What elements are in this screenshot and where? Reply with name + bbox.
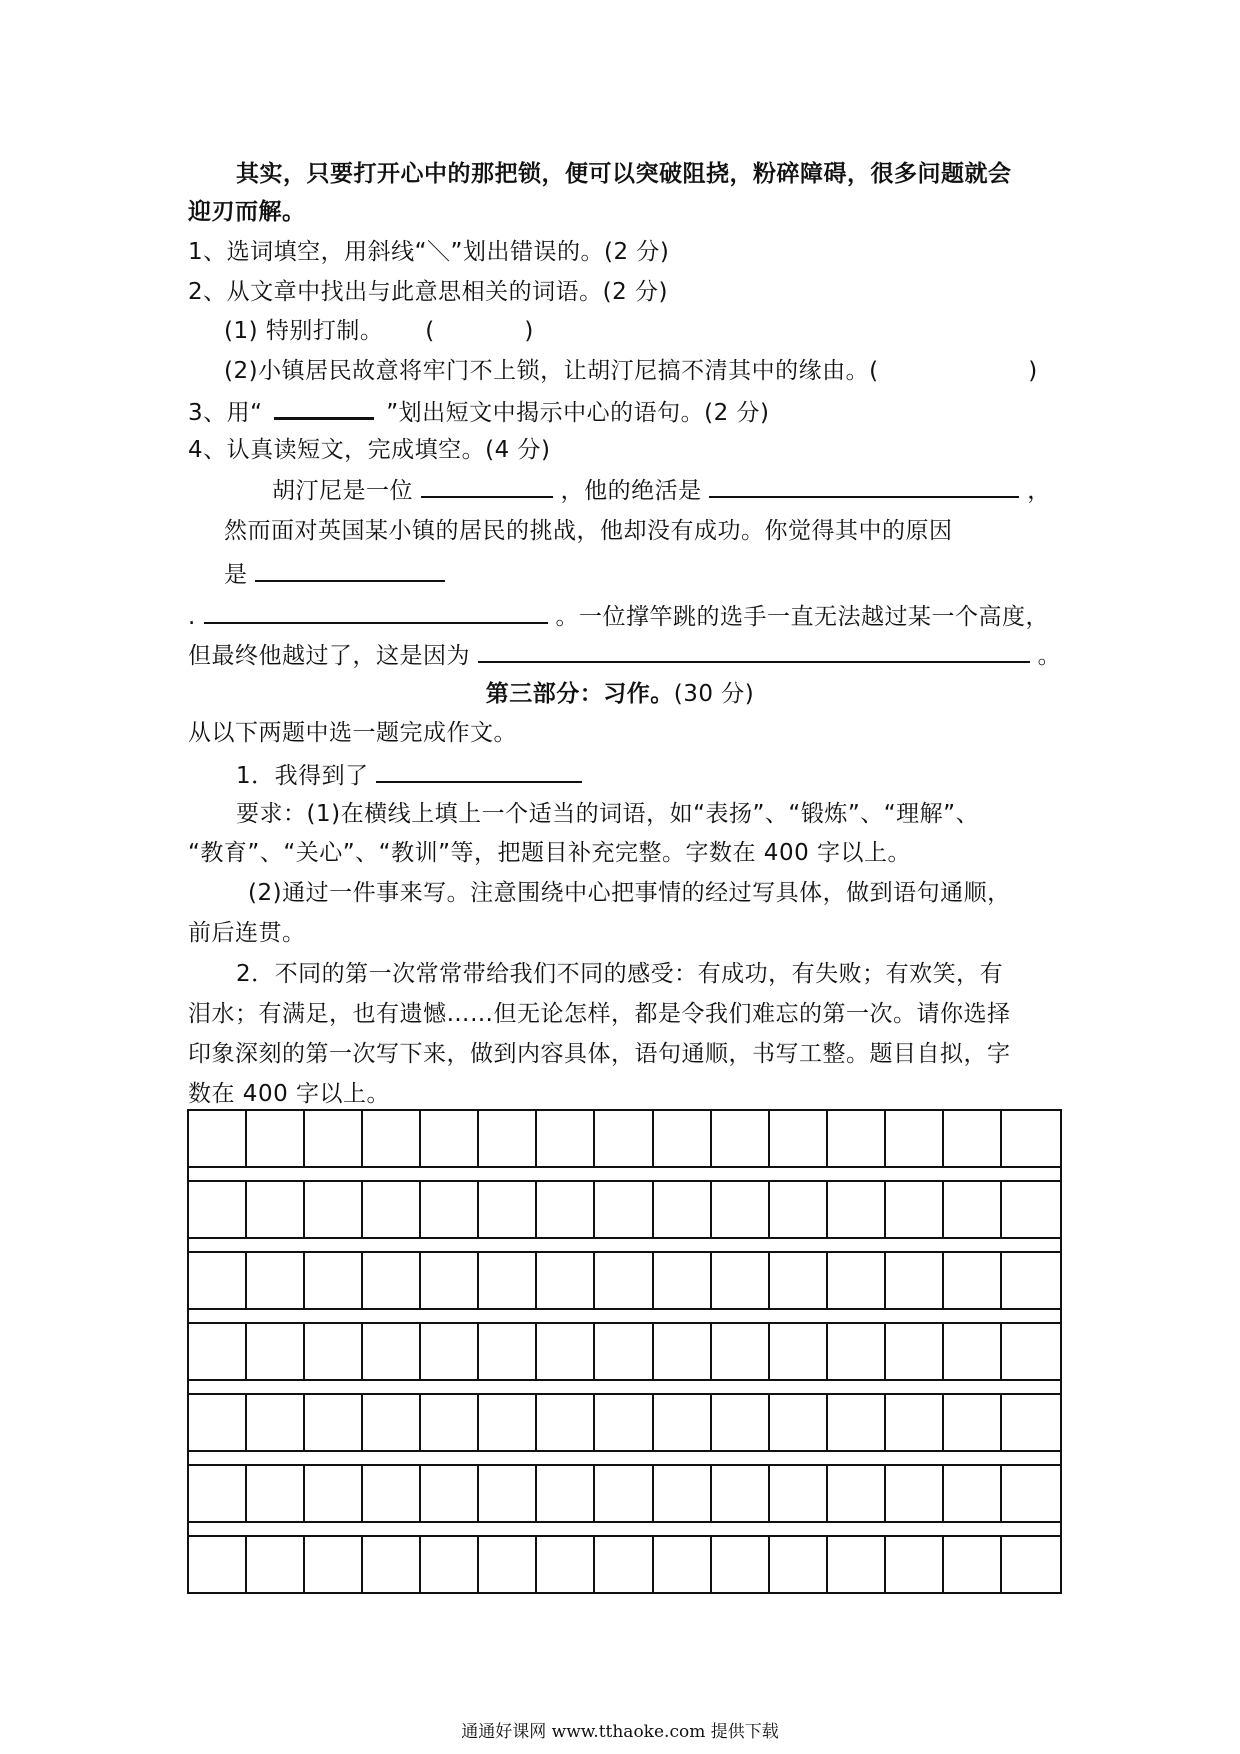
grid-cell[interactable] [537,1253,595,1308]
grid-cell[interactable] [770,1253,828,1308]
grid-cell[interactable] [654,1253,712,1308]
grid-cell[interactable] [247,1466,305,1521]
grid-cell[interactable] [363,1395,421,1450]
question-4-line-4 [188,598,1049,634]
grid-cell[interactable] [595,1324,653,1379]
grid-row [187,1251,1062,1310]
grid-cell[interactable] [828,1537,886,1592]
grid-cell[interactable] [770,1395,828,1450]
topic-1-text: 1．我得到了 [236,763,369,789]
grid-cell[interactable] [712,1253,770,1308]
grid-cell[interactable] [305,1537,363,1592]
grid-cell[interactable] [537,1324,595,1379]
section-3-heading [0,677,1240,711]
question-2: 2、从文章中找出与此意思相关的词语。(2 分) [188,279,669,305]
grid-cell[interactable] [595,1395,653,1450]
fill-blank-2[interactable] [709,472,1019,498]
grid-cell[interactable] [1002,1466,1060,1521]
grid-cell[interactable] [1002,1537,1060,1592]
grid-cell[interactable] [363,1111,421,1166]
fill-blank-5[interactable] [478,637,1030,663]
grid-cell[interactable] [189,1324,247,1379]
grid-cell[interactable] [479,1253,537,1308]
grid-cell[interactable] [479,1537,537,1592]
underline-sample [274,393,374,420]
q4-text-shi: 是 [224,562,248,588]
q4-text-b: ，他的绝活是 [560,478,702,504]
grid-cell[interactable] [247,1182,305,1237]
grid-cell[interactable] [305,1253,363,1308]
grid-row [187,1535,1062,1594]
grid-cell[interactable] [770,1537,828,1592]
grid-cell[interactable] [944,1395,1002,1450]
grid-cell[interactable] [595,1111,653,1166]
grid-cell[interactable] [537,1537,595,1592]
grid-cell[interactable] [886,1537,944,1592]
section-3-score: (30 分) [673,681,755,707]
grid-cell[interactable] [654,1395,712,1450]
row-gap [187,1452,1062,1464]
grid-cell[interactable] [828,1324,886,1379]
paren-close: ) [1028,358,1038,384]
grid-cell[interactable] [944,1324,1002,1379]
grid-cell[interactable] [886,1111,944,1166]
grid-cell[interactable] [189,1253,247,1308]
grid-cell[interactable] [1002,1182,1060,1237]
grid-cell[interactable] [944,1537,1002,1592]
grid-cell[interactable] [595,1182,653,1237]
grid-cell[interactable] [770,1324,828,1379]
grid-row [187,1464,1062,1523]
topic-1 [236,757,582,793]
grid-cell[interactable] [944,1466,1002,1521]
grid-cell[interactable] [247,1395,305,1450]
fill-blank-1[interactable] [421,472,553,498]
grid-cell[interactable] [479,1466,537,1521]
title-blank[interactable] [376,757,582,783]
grid-row [187,1109,1062,1168]
grid-cell[interactable] [305,1111,363,1166]
grid-cell[interactable] [595,1253,653,1308]
grid-cell[interactable] [421,1253,479,1308]
q4-text-a: 胡汀尼是一位 [272,478,413,504]
grid-cell[interactable] [944,1253,1002,1308]
grid-cell[interactable] [828,1395,886,1450]
grid-cell[interactable] [421,1466,479,1521]
row-gap [187,1381,1062,1393]
grid-cell[interactable] [712,1182,770,1237]
paren-close: ) [524,318,534,344]
section-3-intro: 从以下两题中选一题完成作文。 [188,720,517,746]
grid-cell[interactable] [1002,1395,1060,1450]
question-2-2 [224,354,1038,388]
grid-cell[interactable] [537,1182,595,1237]
grid-cell[interactable] [828,1111,886,1166]
grid-cell[interactable] [654,1466,712,1521]
grid-cell[interactable] [828,1253,886,1308]
grid-cell[interactable] [828,1466,886,1521]
grid-cell[interactable] [363,1324,421,1379]
grid-cell[interactable] [247,1111,305,1166]
question-1: 1、选词填空，用斜线“＼”划出错误的。(2 分) [188,239,670,265]
grid-cell[interactable] [654,1537,712,1592]
grid-cell[interactable] [712,1111,770,1166]
grid-cell[interactable] [247,1253,305,1308]
grid-cell[interactable] [712,1395,770,1450]
grid-row [187,1393,1062,1452]
grid-cell[interactable] [363,1537,421,1592]
grid-cell[interactable] [770,1182,828,1237]
grid-cell[interactable] [421,1111,479,1166]
grid-cell[interactable] [654,1182,712,1237]
grid-cell[interactable] [712,1537,770,1592]
grid-row [187,1322,1062,1381]
section-3-title: 第三部分：习作。 [485,681,674,707]
question-2-1-text: (1) 特别打制。 [224,318,384,344]
requirement-2-line-2: 前后连贯。 [188,920,306,946]
topic-2-line-3: 印象深刻的第一次写下来，做到内容具体，语句通顺，书写工整。题目自拟，字 [188,1041,1011,1067]
grid-cell[interactable] [363,1182,421,1237]
passage-line-1: 其实，只要打开心中的那把锁，便可以突破阻挠，粉碎障碍，很多问题就会 [236,161,1012,187]
grid-cell[interactable] [479,1324,537,1379]
grid-cell[interactable] [189,1182,247,1237]
grid-cell[interactable] [886,1253,944,1308]
question-4-line-2: 然而面对英国某小镇的居民的挑战，他却没有成功。你觉得其中的原因 [224,518,953,544]
question-4: 4、认真读短文，完成填空。(4 分) [188,437,551,463]
grid-row [187,1180,1062,1239]
passage-line-2: 迎刃而解。 [188,199,306,225]
grid-cell[interactable] [537,1395,595,1450]
grid-cell[interactable] [305,1324,363,1379]
grid-cell[interactable] [247,1537,305,1592]
grid-cell[interactable] [305,1466,363,1521]
topic-2-line-1: 2．不同的第一次常常带给我们不同的感受：有成功，有失败；有欢笑，有 [236,961,1004,987]
grid-cell[interactable] [479,1111,537,1166]
writing-grid[interactable] [187,1109,1062,1594]
grid-cell[interactable] [363,1466,421,1521]
grid-cell[interactable] [1002,1253,1060,1308]
question-4-line-5 [188,637,1061,673]
fill-blank-3[interactable] [255,556,445,582]
question-4-line-1 [272,472,1051,508]
grid-cell[interactable] [537,1466,595,1521]
grid-cell[interactable] [189,1537,247,1592]
grid-cell[interactable] [479,1182,537,1237]
question-3-suffix: ”划出短文中揭示中心的语句。(2 分) [386,400,770,426]
grid-cell[interactable] [363,1253,421,1308]
grid-cell[interactable] [305,1395,363,1450]
requirement-1-line-1: 要求：(1)在横线上填上一个适当的词语，如“表扬”、“锻炼”、“理解”、 [236,801,980,827]
grid-cell[interactable] [944,1111,1002,1166]
q4-text-c: ， [1027,478,1051,504]
grid-cell[interactable] [828,1182,886,1237]
grid-cell[interactable] [421,1395,479,1450]
grid-cell[interactable] [421,1537,479,1592]
grid-cell[interactable] [944,1182,1002,1237]
question-4-line-3 [224,556,445,592]
requirement-1-line-2: “教育”、“关心”、“教训”等，把题目补充完整。字数在 400 字以上。 [188,840,912,866]
grid-cell[interactable] [654,1111,712,1166]
row-gap [187,1239,1062,1251]
question-3 [188,393,770,430]
requirement-2-line-1: (2)通过一件事来写。注意围绕中心把事情的经过写具体，做到语句通顺， [248,880,1011,906]
q4-text-e: 但最终他越过了，这是因为 [188,643,470,669]
grid-cell[interactable] [595,1537,653,1592]
grid-cell[interactable] [189,1466,247,1521]
grid-cell[interactable] [1002,1111,1060,1166]
paren-open: ( [425,318,435,344]
grid-cell[interactable] [654,1324,712,1379]
grid-cell[interactable] [421,1324,479,1379]
grid-cell[interactable] [712,1324,770,1379]
question-2-1 [224,314,534,348]
fill-blank-4[interactable] [204,598,548,624]
grid-cell[interactable] [595,1466,653,1521]
grid-cell[interactable] [770,1111,828,1166]
grid-cell[interactable] [189,1395,247,1450]
q4-text-d: 。一位撑竿跳的选手一直无法越过某一个高度， [555,604,1049,630]
grid-cell[interactable] [886,1395,944,1450]
grid-cell[interactable] [189,1111,247,1166]
grid-cell[interactable] [886,1466,944,1521]
topic-2-line-4: 数在 400 字以上。 [188,1081,391,1107]
question-2-2-text: (2)小镇居民故意将牢门不上锁，让胡汀尼搞不清其中的缘由。( [224,358,879,384]
footer-text: 通通好课网 www.tthaoke.com 提供下载 [461,1722,779,1742]
q4-text-end: 。 [1037,643,1062,669]
grid-cell[interactable] [537,1111,595,1166]
row-gap [187,1168,1062,1180]
grid-cell[interactable] [1002,1324,1060,1379]
row-gap [187,1310,1062,1322]
q4-dot: . [188,604,196,630]
grid-cell[interactable] [712,1466,770,1521]
grid-cell[interactable] [479,1395,537,1450]
row-gap [187,1523,1062,1535]
question-3-prefix: 3、用“ [188,400,263,426]
grid-cell[interactable] [305,1182,363,1237]
topic-2-line-2: 泪水；有满足，也有遗憾……但无论怎样，都是令我们难忘的第一次。请你选择 [188,1001,1011,1027]
grid-cell[interactable] [421,1182,479,1237]
grid-cell[interactable] [886,1182,944,1237]
grid-cell[interactable] [886,1324,944,1379]
grid-cell[interactable] [247,1324,305,1379]
grid-cell[interactable] [770,1466,828,1521]
